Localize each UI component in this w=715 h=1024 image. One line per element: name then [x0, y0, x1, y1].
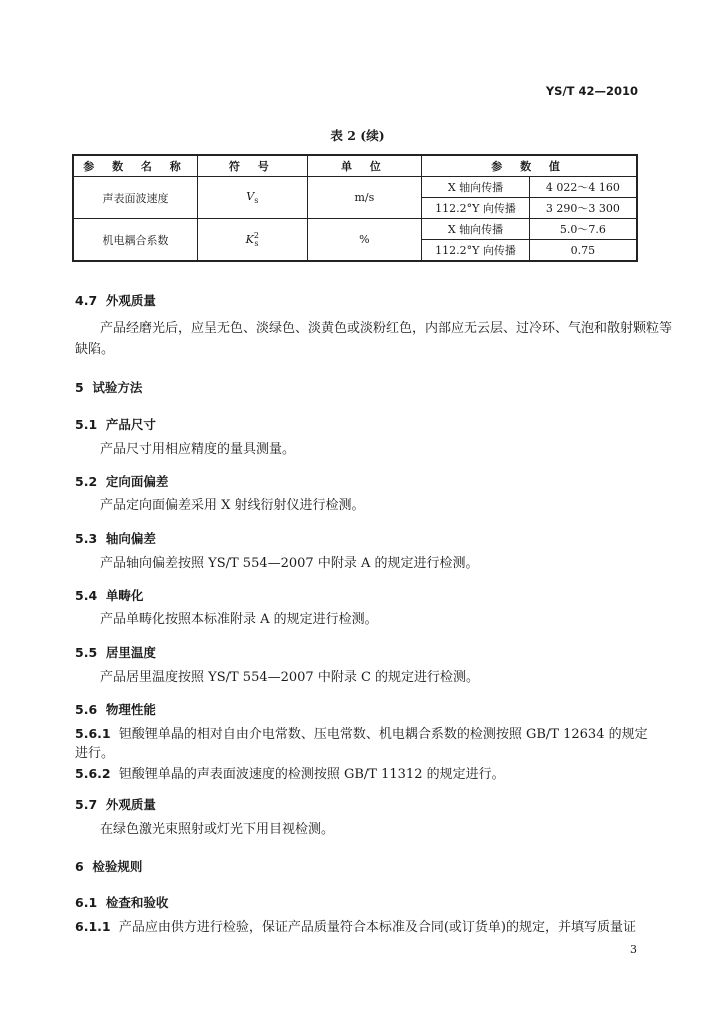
section-text: 进行。 — [75, 746, 115, 761]
section-text: 产品轴向偏差按照 YS/T 554—2007 中附录 A 的规定进行检测。 — [100, 556, 479, 571]
section-text: 产品居里温度按照 YS/T 554—2007 中附录 C 的规定进行检测。 — [100, 670, 480, 685]
symbol-superscript: 2 — [253, 230, 259, 240]
section-text: 在绿色激光束照射或灯光下用目视检测。 — [100, 822, 335, 837]
header-symbol: 符 号 — [198, 155, 308, 177]
param-unit: m/s — [307, 177, 422, 219]
param-name: 声表面波速度 — [73, 177, 198, 219]
section-heading-5: 5 试验方法 — [75, 380, 143, 395]
symbol-letter: V — [246, 189, 255, 203]
section-text: 产品单畴化按照本标准附录 A 的规定进行检测。 — [100, 612, 378, 627]
value-cell: 3 290～3 300 — [529, 198, 637, 219]
page-number: 3 — [630, 943, 637, 956]
section-text: 产品定向面偏差采用 X 射线衍射仪进行检测。 — [100, 498, 365, 513]
direction-cell: X 轴向传播 — [422, 219, 530, 240]
section-text-5-6-1: 5.6.1 钽酸锂单晶的相对自由介电常数、压电常数、机电耦合系数的检测按照 GB/T 12634 的规定 — [75, 726, 648, 742]
header-unit: 单 位 — [307, 155, 422, 177]
table-header-row — [73, 155, 637, 177]
section-heading-5-7: 5.7 外观质量 — [75, 797, 156, 812]
param-unit: % — [307, 219, 422, 262]
section-heading-5-5: 5.5 居里温度 — [75, 645, 156, 660]
direction-cell: 112.2°Y 向传播 — [422, 240, 530, 262]
section-heading-5-6: 5.6 物理性能 — [75, 702, 156, 717]
param-symbol — [198, 219, 308, 262]
section-heading-6-1: 6.1 检查和验收 — [75, 895, 169, 910]
symbol-subscript: s — [254, 238, 259, 248]
section-text: 产品经磨光后，应呈无色、淡绿色、淡黄色或淡粉红色，内部应无云层、过冷环、气泡和散射颗粒等 — [100, 321, 673, 336]
value-cell: 5.0～7.6 — [529, 219, 637, 240]
standard-number: YS/T 42—2010 — [545, 84, 638, 98]
section-heading-5-3: 5.3 轴向偏差 — [75, 531, 156, 546]
symbol-subscript: s — [254, 196, 259, 206]
direction-cell: 112.2°Y 向传播 — [422, 198, 530, 219]
section-heading-5-4: 5.4 单畴化 — [75, 588, 144, 603]
section-heading-6: 6 检验规则 — [75, 859, 143, 874]
header-value: 参 数 值 — [422, 155, 637, 177]
direction-cell: X 轴向传播 — [422, 177, 530, 198]
section-text: 产品尺寸用相应精度的量具测量。 — [100, 442, 296, 457]
table-row — [73, 177, 637, 198]
table-row — [73, 219, 637, 240]
section-heading-5-2: 5.2 定向面偏差 — [75, 474, 169, 489]
symbol-letter: K — [245, 232, 254, 246]
section-text-6-1-1: 6.1.1 产品应由供方进行检验，保证产品质量符合本标准及合同(或订货单)的规定，并填写质量证 — [75, 919, 637, 935]
section-heading-5-1: 5.1 产品尺寸 — [75, 417, 156, 432]
table-caption: 表 2 (续) — [330, 128, 385, 143]
param-symbol — [198, 177, 308, 219]
section-text-5-6-2: 5.6.2 钽酸锂单晶的声表面波速度的检测按照 GB/T 11312 的规定进行。 — [75, 766, 505, 782]
value-cell: 4 022～4 160 — [529, 177, 637, 198]
section-heading-4-7: 4.7 外观质量 — [75, 293, 156, 308]
section-text: 缺陷。 — [75, 342, 115, 357]
param-name: 机电耦合系数 — [73, 219, 198, 262]
parameter-table — [72, 154, 638, 262]
header-param-name: 参 数 名 称 — [73, 155, 198, 177]
value-cell: 0.75 — [529, 240, 637, 262]
